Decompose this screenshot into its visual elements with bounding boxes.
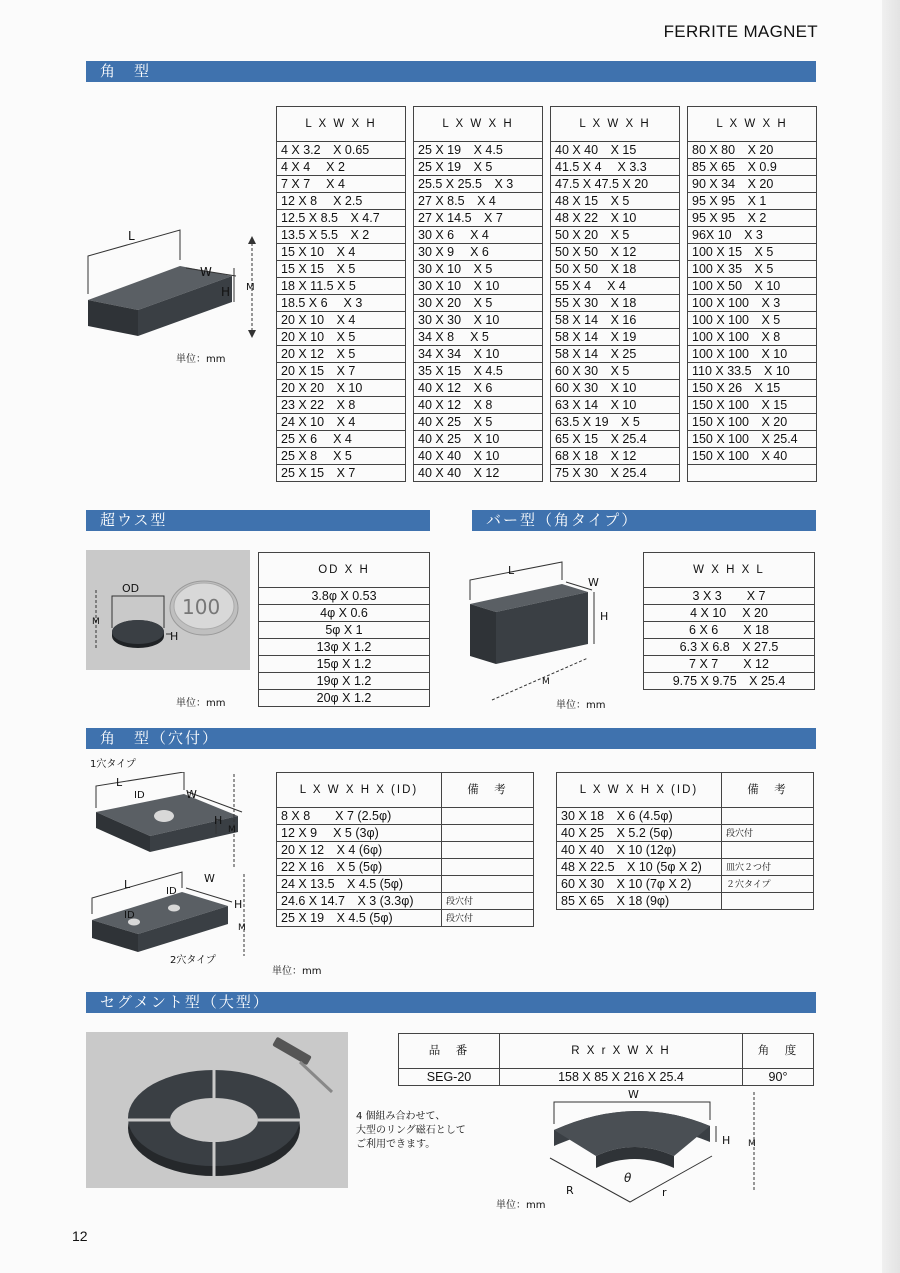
table-cell: 25 X 15 X 7 xyxy=(277,465,406,482)
table-note xyxy=(442,825,534,842)
bar-table-header: W X H X L xyxy=(644,553,815,588)
label-W: W xyxy=(200,265,212,279)
table-cell: 58 X 14 X 16 xyxy=(551,312,680,329)
label-OD: OD xyxy=(122,582,140,595)
table-cell: 13.5 X 5.5 X 2 xyxy=(277,227,406,244)
segment-magnet-photo xyxy=(86,1032,348,1188)
table-cell: 40 X 40 X 10 xyxy=(414,448,543,465)
table-cell: 30 X 9 X 6 xyxy=(414,244,543,261)
table-cell: 41.5 X 4 X 3.3 xyxy=(551,159,680,176)
unit-label-kaku-ana: 単位：mm xyxy=(272,966,322,977)
table-cell: 40 X 12 X 6 xyxy=(414,380,543,397)
table-cell: 20 X 10 X 4 xyxy=(277,312,406,329)
table-cell: 30 X 18 X 6 (4.5φ) xyxy=(557,808,722,825)
segment-caption-line: ご利用できます。 xyxy=(356,1139,436,1150)
table-cell: 4 X 3.2 X 0.65 xyxy=(277,142,406,159)
chousu-table xyxy=(258,552,430,707)
table-cell: 23 X 22 X 8 xyxy=(277,397,406,414)
section-bar-chousu xyxy=(86,510,430,531)
label-H-bar: H xyxy=(600,610,609,623)
table-cell: 25 X 19 X 4.5 xyxy=(414,142,543,159)
label-H-seg: H xyxy=(722,1134,731,1147)
table-cell: 85 X 65 X 18 (9φ) xyxy=(557,893,722,910)
table-cell: 15 X 15 X 5 xyxy=(277,261,406,278)
table-cell: 24 X 10 X 4 xyxy=(277,414,406,431)
table-note xyxy=(442,876,534,893)
table-cell: 58 X 14 X 25 xyxy=(551,346,680,363)
label-H-thin: H xyxy=(170,630,179,643)
table-cell: 100 X 100 X 3 xyxy=(688,295,817,312)
table-cell: 30 X 10 X 5 xyxy=(414,261,543,278)
table-cell: 3.8φ X 0.53 xyxy=(259,588,430,605)
table-cell: 150 X 100 X 15 xyxy=(688,397,817,414)
label-r-seg: r xyxy=(662,1186,667,1199)
table-cell: 7 X 7 X 4 xyxy=(277,176,406,193)
table-cell: 12 X 9 X 5 (3φ) xyxy=(277,825,442,842)
table-cell: 100 X 100 X 10 xyxy=(688,346,817,363)
kaku-ana-table-2-header: L X W X H X (ID) xyxy=(557,773,722,808)
unit-label-segment: 単位：mm xyxy=(496,1200,546,1211)
table-note: 段穴付 xyxy=(722,825,814,842)
table-cell: 18 X 11.5 X 5 xyxy=(277,278,406,295)
kaku-table-4-header: L X W X H xyxy=(688,107,817,142)
table-cell: 48 X 22 X 10 xyxy=(551,210,680,227)
table-cell: 63 X 14 X 10 xyxy=(551,397,680,414)
kaku-ana-table-1-header: L X W X H X (ID) xyxy=(277,773,442,808)
unit-label-bar: 単位：mm xyxy=(556,700,606,711)
section-title-bar: バー型（角タイプ） xyxy=(486,511,639,529)
table-cell: 15 X 10 X 4 xyxy=(277,244,406,261)
segment-angle: 90° xyxy=(743,1069,814,1086)
table-cell: 30 X 30 X 10 xyxy=(414,312,543,329)
segment-caption-line: 大型のリング磁石として xyxy=(356,1125,466,1136)
table-cell: 40 X 40 X 15 xyxy=(551,142,680,159)
table-cell: 4φ X 0.6 xyxy=(259,605,430,622)
label-H-1: H xyxy=(214,814,223,827)
bar-magnet-diagram xyxy=(462,560,632,708)
table-cell: 95 X 95 X 1 xyxy=(688,193,817,210)
table-note: ２穴タイプ xyxy=(722,876,814,893)
table-cell: 100 X 50 X 10 xyxy=(688,278,817,295)
table-cell: 20 X 15 X 7 xyxy=(277,363,406,380)
table-cell: 150 X 100 X 20 xyxy=(688,414,817,431)
table-cell: 60 X 30 X 10 (7φ X 2) xyxy=(557,876,722,893)
table-cell: 55 X 30 X 18 xyxy=(551,295,680,312)
table-cell: 12 X 8 X 2.5 xyxy=(277,193,406,210)
table-cell: 25 X 19 X 5 xyxy=(414,159,543,176)
table-cell: 47.5 X 47.5 X 20 xyxy=(551,176,680,193)
table-note xyxy=(442,808,534,825)
page-title: FERRITE MAGNET xyxy=(663,22,818,41)
table-cell: 30 X 6 X 4 xyxy=(414,227,543,244)
kaku-ana-table-1 xyxy=(276,772,534,927)
table-cell: 15φ X 1.2 xyxy=(259,656,430,673)
table-cell: 34 X 34 X 10 xyxy=(414,346,543,363)
table-cell: 48 X 22.5 X 10 (5φ X 2) xyxy=(557,859,722,876)
segment-table-header-size: R X r X W X H xyxy=(500,1034,743,1069)
section-title-kaku: 角 型 xyxy=(100,62,152,80)
table-cell: 50 X 50 X 18 xyxy=(551,261,680,278)
label-ID-2a: ID xyxy=(166,886,177,897)
table-cell: 20φ X 1.2 xyxy=(259,690,430,707)
segment-table-header-angle: 角 度 xyxy=(743,1034,814,1069)
chousu-table-header: OD X H xyxy=(259,553,430,588)
label-W-bar: W xyxy=(588,576,599,589)
segment-diagram xyxy=(540,1088,770,1212)
thin-magnet-illustration xyxy=(86,550,250,670)
thin-magnet-photo xyxy=(86,550,250,670)
label-M-seg: M xyxy=(748,1139,756,1149)
table-cell: 85 X 65 X 0.9 xyxy=(688,159,817,176)
kaku-table-1-header: L X W X H xyxy=(277,107,406,142)
label-ID-2b: ID xyxy=(124,910,135,921)
bar-table xyxy=(643,552,815,690)
table-cell: 27 X 14.5 X 7 xyxy=(414,210,543,227)
table-cell: 40 X 12 X 8 xyxy=(414,397,543,414)
label-R-seg: R xyxy=(566,1184,574,1197)
table-cell: 6 X 6 X 18 xyxy=(644,622,815,639)
table-cell: 25.5 X 25.5 X 3 xyxy=(414,176,543,193)
table-cell: 96X 10 X 3 xyxy=(688,227,817,244)
table-cell: 100 X 35 X 5 xyxy=(688,261,817,278)
table-cell: 55 X 4 X 4 xyxy=(551,278,680,295)
kaku-ana-table-2 xyxy=(556,772,814,910)
table-cell: 7 X 7 X 12 xyxy=(644,656,815,673)
kaku-table-2-header: L X W X H xyxy=(414,107,543,142)
table-note xyxy=(722,893,814,910)
table-cell: 27 X 8.5 X 4 xyxy=(414,193,543,210)
table-cell: 25 X 19 X 4.5 (5φ) xyxy=(277,910,442,927)
segment-caption-line: 4 個組み合わせて、 xyxy=(356,1111,446,1122)
kaku-table-3-header: L X W X H xyxy=(551,107,680,142)
kaku-table-4 xyxy=(687,106,817,482)
table-cell: 34 X 8 X 5 xyxy=(414,329,543,346)
label-L-2: L xyxy=(124,878,131,891)
section-bar-segment xyxy=(86,992,816,1013)
table-cell: 5φ X 1 xyxy=(259,622,430,639)
table-cell: 22 X 16 X 5 (5φ) xyxy=(277,859,442,876)
segment-part-number: SEG-20 xyxy=(399,1069,500,1086)
table-cell: 60 X 30 X 5 xyxy=(551,363,680,380)
table-cell: 100 X 15 X 5 xyxy=(688,244,817,261)
label-H-2: H xyxy=(234,898,243,911)
table-cell: 40 X 25 X 5.2 (5φ) xyxy=(557,825,722,842)
label-L-1: L xyxy=(116,776,123,789)
kaku-table-3 xyxy=(550,106,680,482)
table-cell: 9.75 X 9.75 X 25.4 xyxy=(644,673,815,690)
label-W-seg: W xyxy=(628,1088,639,1101)
table-cell: 150 X 100 X 40 xyxy=(688,448,817,465)
table-cell: 35 X 15 X 4.5 xyxy=(414,363,543,380)
table-cell: 40 X 40 X 10 (12φ) xyxy=(557,842,722,859)
one-hole-magnet-diagram xyxy=(88,772,258,868)
table-cell: 68 X 18 X 12 xyxy=(551,448,680,465)
table-note: 段穴付 xyxy=(442,893,534,910)
table-note: 段穴付 xyxy=(442,910,534,927)
table-cell: 80 X 80 X 20 xyxy=(688,142,817,159)
table-cell: 24 X 13.5 X 4.5 (5φ) xyxy=(277,876,442,893)
section-bar-kaku xyxy=(86,61,816,82)
table-cell: 20 X 12 X 4 (6φ) xyxy=(277,842,442,859)
table-cell: 40 X 25 X 5 xyxy=(414,414,543,431)
table-note xyxy=(442,842,534,859)
page-number: 12 xyxy=(72,1228,88,1244)
kaku-table-2 xyxy=(413,106,543,482)
table-note: 皿穴２つ付 xyxy=(722,859,814,876)
unit-label-kaku: 単位：mm xyxy=(176,354,226,365)
table-cell: 40 X 40 X 12 xyxy=(414,465,543,482)
segment-table xyxy=(398,1033,814,1086)
two-hole-label: 2穴タイプ xyxy=(170,955,216,966)
one-hole-label: 1穴タイプ xyxy=(90,759,136,770)
table-cell: 40 X 25 X 10 xyxy=(414,431,543,448)
table-cell: 8 X 8 X 7 (2.5φ) xyxy=(277,808,442,825)
label-W-1: W xyxy=(186,788,197,801)
label-L: L xyxy=(128,229,135,243)
table-cell: 50 X 20 X 5 xyxy=(551,227,680,244)
label-M-1: M xyxy=(228,825,236,835)
table-cell: 4 X 10 X 20 xyxy=(644,605,815,622)
section-title-kaku-ana: 角 型（穴付） xyxy=(100,729,220,747)
section-bar-kaku-ana xyxy=(86,728,816,749)
table-cell: 25 X 8 X 5 xyxy=(277,448,406,465)
section-title-segment: セグメント型（大型） xyxy=(100,993,270,1011)
table-cell: 100 X 100 X 8 xyxy=(688,329,817,346)
table-cell: 63.5 X 19 X 5 xyxy=(551,414,680,431)
unit-label-chousu: 単位：mm xyxy=(176,698,226,709)
table-cell: 18.5 X 6 X 3 xyxy=(277,295,406,312)
kaku-ana-table-2-note-header: 備 考 xyxy=(722,773,814,808)
table-cell: 20 X 20 X 10 xyxy=(277,380,406,397)
label-H: H xyxy=(221,285,231,299)
kaku-ana-table-1-note-header: 備 考 xyxy=(442,773,534,808)
segment-ring-illustration xyxy=(86,1032,348,1188)
page-edge xyxy=(882,0,900,1273)
table-cell: 150 X 26 X 15 xyxy=(688,380,817,397)
table-cell: 75 X 30 X 25.4 xyxy=(551,465,680,482)
kaku-table-1 xyxy=(276,106,406,482)
table-cell: 20 X 12 X 5 xyxy=(277,346,406,363)
section-bar-bar xyxy=(472,510,816,531)
table-cell: 110 X 33.5 X 10 xyxy=(688,363,817,380)
table-cell: 30 X 10 X 10 xyxy=(414,278,543,295)
section-title-chousu: 超ウス型 xyxy=(100,511,168,529)
table-cell: 13φ X 1.2 xyxy=(259,639,430,656)
label-M-bar: M xyxy=(542,677,550,687)
segment-table-header-part: 品 番 xyxy=(399,1034,500,1069)
table-cell: 50 X 50 X 12 xyxy=(551,244,680,261)
segment-size: 158 X 85 X 216 X 25.4 xyxy=(500,1069,743,1086)
table-cell: 25 X 6 X 4 xyxy=(277,431,406,448)
table-cell: 60 X 30 X 10 xyxy=(551,380,680,397)
table-cell: 30 X 20 X 5 xyxy=(414,295,543,312)
rect-magnet-diagram xyxy=(80,228,270,353)
table-cell: 6.3 X 6.8 X 27.5 xyxy=(644,639,815,656)
table-cell: 48 X 15 X 5 xyxy=(551,193,680,210)
label-M-2: M xyxy=(238,923,246,933)
table-cell: 58 X 14 X 19 xyxy=(551,329,680,346)
table-cell: 95 X 95 X 2 xyxy=(688,210,817,227)
table-cell: 150 X 100 X 25.4 xyxy=(688,431,817,448)
label-L-bar: L xyxy=(508,564,515,577)
table-note xyxy=(722,808,814,825)
table-cell: 65 X 15 X 25.4 xyxy=(551,431,680,448)
table-note xyxy=(722,842,814,859)
label-ID-1: ID xyxy=(134,790,145,801)
table-cell: 90 X 34 X 20 xyxy=(688,176,817,193)
label-W-2: W xyxy=(204,872,215,885)
segment-caption xyxy=(356,1110,466,1152)
table-cell: 20 X 10 X 5 xyxy=(277,329,406,346)
table-cell: 24.6 X 14.7 X 3 (3.3φ) xyxy=(277,893,442,910)
table-cell: 12.5 X 8.5 X 4.7 xyxy=(277,210,406,227)
table-cell: 3 X 3 X 7 xyxy=(644,588,815,605)
table-cell: 4 X 4 X 2 xyxy=(277,159,406,176)
table-note xyxy=(442,859,534,876)
table-cell xyxy=(688,465,817,482)
label-M-thin: M xyxy=(92,617,100,627)
label-theta-seg: θ xyxy=(624,1171,632,1185)
label-M: M xyxy=(246,282,255,293)
two-hole-magnet-diagram xyxy=(88,870,258,960)
coin-label: 100 xyxy=(182,595,221,619)
table-cell: 19φ X 1.2 xyxy=(259,673,430,690)
table-cell: 100 X 100 X 5 xyxy=(688,312,817,329)
